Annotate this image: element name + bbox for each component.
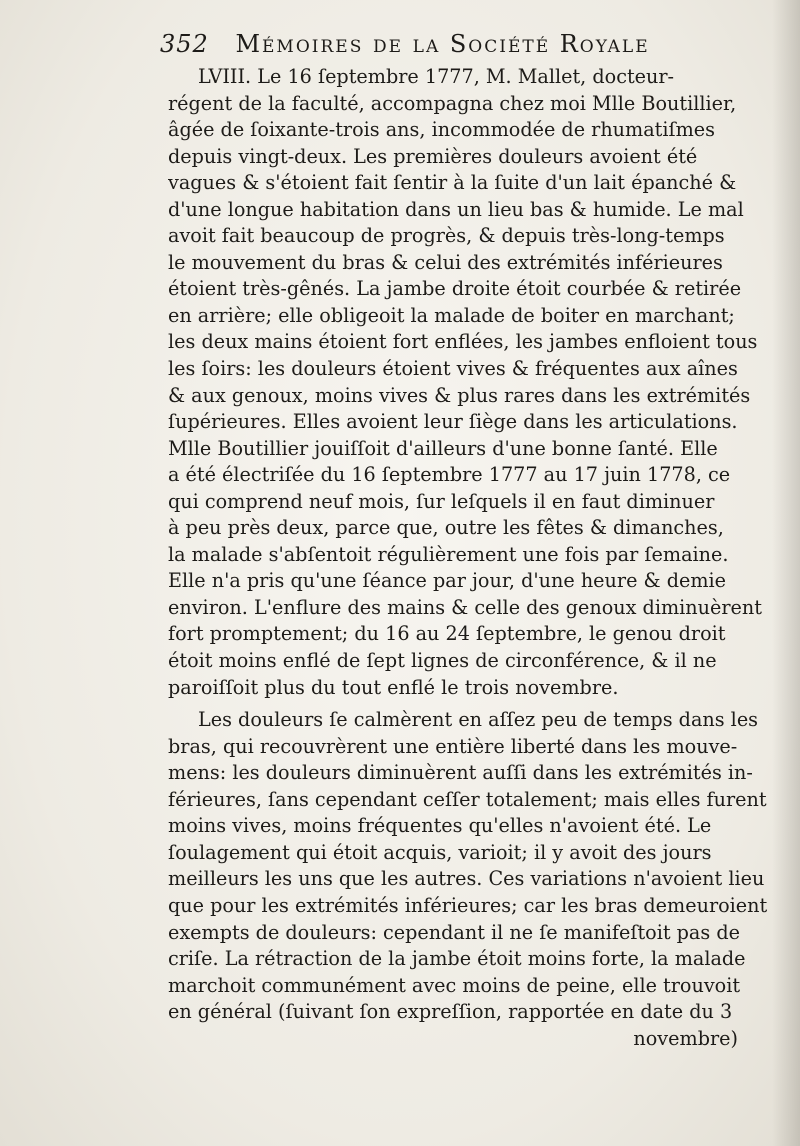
text-line: fort promptement; du 16 au 24 ſeptembre, le genou droit (168, 622, 726, 646)
text-line: avoit fait beaucoup de progrès, & depuis très-long-temps (168, 224, 725, 248)
text-line: qui comprend neuf mois, ſur leſquels il en faut diminuer (168, 489, 715, 513)
text-line: les ſoirs: les douleurs étoient vives & fréquentes aux aînes (168, 357, 738, 381)
text-line: exempts de douleurs: cependant il ne ſe manifeſtoit pas de (168, 920, 740, 944)
text-line: novembre) (633, 1026, 738, 1050)
text-line: Mlle Boutillier jouiſſoit d'ailleurs d'une bonne ſanté. Elle (168, 436, 718, 460)
text-line: a été électriſée du 16 ſeptembre 1777 au 17 juin 1778, ce (168, 463, 731, 487)
text-line: environ. L'enflure des mains & celle des genoux diminuèrent (168, 595, 762, 619)
text-line: LVIII. Le 16 ſeptembre 1777, M. Mallet, docteur- (198, 65, 675, 88)
text-line: régent de la faculté, accompagna chez moi Mlle Boutillier, (168, 91, 737, 115)
text-line: que pour les extrémités inférieures; car les bras demeuroient (168, 893, 768, 917)
text-line: à peu près deux, parce que, outre les fêtes & dimanches, (168, 516, 724, 540)
text-line: moins vives, moins fréquentes qu'elles n'avoient été. Le (168, 814, 712, 838)
text-line: les deux mains étoient fort enflées, les jambes enfloient tous (168, 330, 758, 354)
page-edge-shadow (772, 0, 800, 1146)
page-number: 352 (160, 30, 209, 58)
text-line: le mouvement du bras & celui des extrémités inférieures (168, 250, 723, 274)
paragraph (168, 707, 768, 1052)
text-line: étoient très-gênés. La jambe droite étoit courbée & retirée (168, 277, 742, 301)
page-header (160, 30, 720, 60)
running-title: Mémoires de la Société Royale (235, 30, 650, 58)
text-line: ſoulagement qui étoit acquis, varioit; il y avoit des jours (168, 840, 712, 864)
text-line: d'une longue habitation dans un lieu bas & humide. Le mal (168, 197, 744, 221)
text-line: Les douleurs ſe calmèrent en aſſez peu de temps dans les (198, 708, 759, 732)
text-line: paroiſſoit plus du tout enflé le trois novembre. (168, 675, 619, 699)
text-line: depuis vingt-deux. Les premières douleurs avoient été (168, 144, 698, 168)
text-line: férieures, ſans cependant ceſſer totalement; mais elles furent (168, 787, 767, 811)
body-text (168, 64, 768, 1052)
text-line: & aux genoux, moins vives & plus rares dans les extrémités (168, 383, 751, 407)
text-line: Elle n'a pris qu'une ſéance par jour, d'une heure & demie (168, 569, 727, 593)
text-line: vagues & s'étoient fait ſentir à la ſuite d'un lait épanché & (168, 171, 737, 195)
text-line: âgée de ſoixante-trois ans, incommodée de rhumatiſmes (168, 118, 716, 142)
text-line: mens: les douleurs diminuèrent auſſi dans les extrémités in- (168, 761, 753, 785)
text-line: étoit moins enflé de ſept lignes de circonférence, & il ne (168, 649, 717, 673)
paragraph (168, 64, 768, 701)
text-line: marchoit communément avec moins de peine, elle trouvoit (168, 973, 741, 997)
text-line: ſupérieures. Elles avoient leur ſiège dans les articulations. (168, 410, 738, 434)
text-line: bras, qui recouvrèrent une entière liberté dans les mouve- (168, 734, 738, 758)
text-line: en général (ſuivant ſon expreſſion, rapportée en date du 3 (168, 1000, 733, 1024)
text-line: criſe. La rétraction de la jambe étoit moins forte, la malade (168, 947, 746, 971)
text-line: meilleurs les uns que les autres. Ces variations n'avoient lieu (168, 867, 765, 891)
text-line: la malade s'abſentoit régulièrement une fois par ſemaine. (168, 542, 729, 566)
text-line: en arrière; elle obligeoit la malade de boiter en marchant; (168, 303, 735, 327)
